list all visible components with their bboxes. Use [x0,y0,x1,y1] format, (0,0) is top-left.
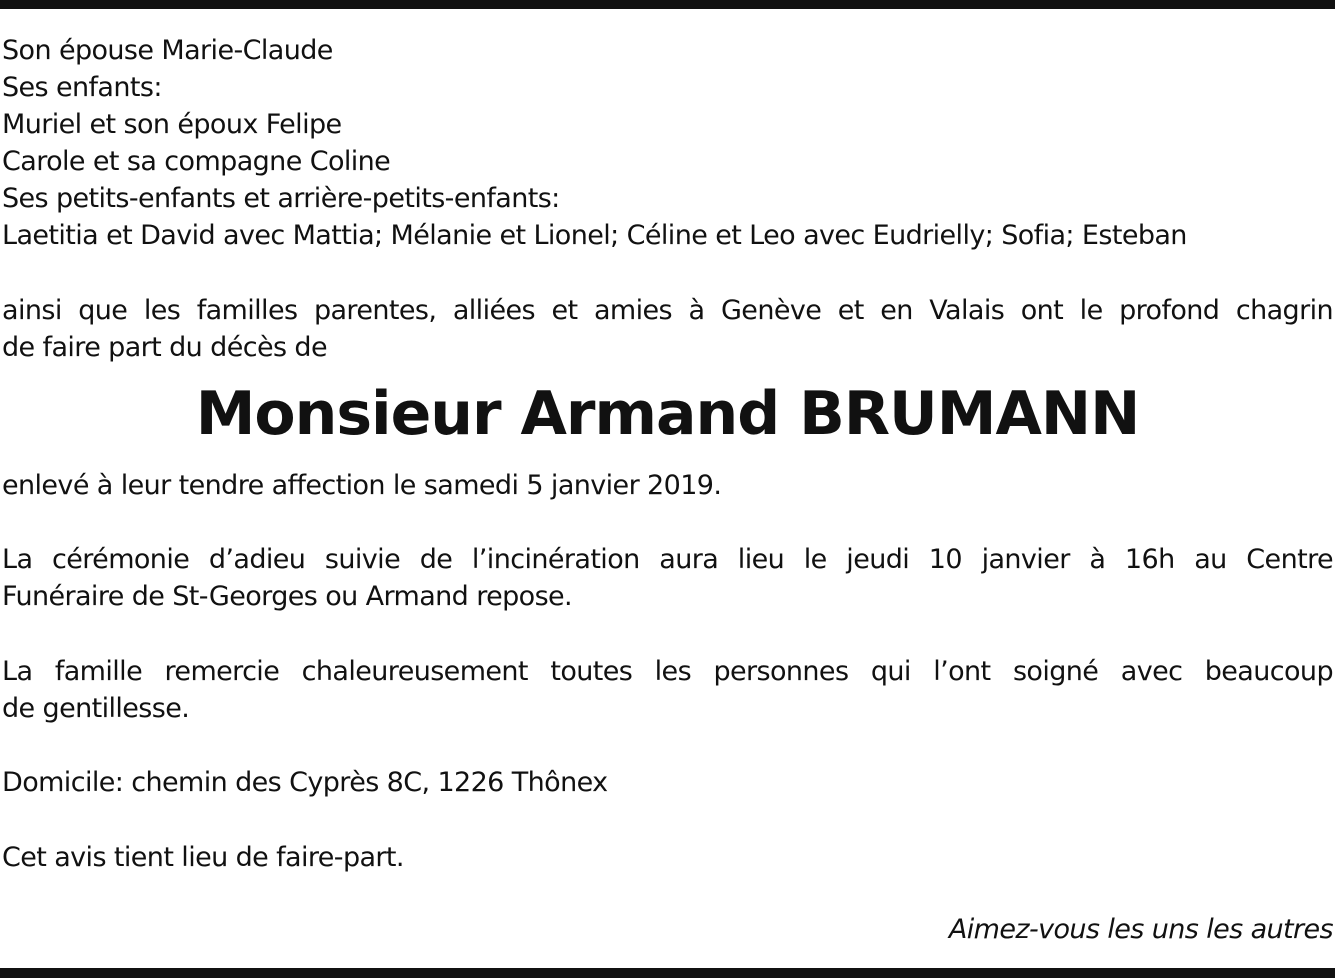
family-line-child-1: Muriel et son époux Felipe [2,109,342,140]
domicile-line: Domicile: chemin des Cyprès 8C, 1226 Thônex [2,767,608,798]
bottom-rule [0,968,1335,978]
ceremony-line-1: La cérémonie d’adieu suivie de l’incinération aura lieu le jeudi 10 janvier à 16h au Centre [2,544,1333,575]
family-line-children-heading: Ses enfants: [2,72,162,103]
thanks-line-2: de gentillesse. [2,693,190,724]
family-line-grandchildren-heading: Ses petits-enfants et arrière-petits-enfants: [2,183,560,214]
thanks-line-1: La famille remercie chaleureusement toutes les personnes qui l’ont soigné avec beaucoup [2,656,1333,687]
announcement-line-2: de faire part du décès de [2,332,327,363]
notice-line: Cet avis tient lieu de faire-part. [2,842,404,873]
family-line-grandchildren: Laetitia et David avec Mattia; Mélanie et Lionel; Céline et Leo avec Eudrielly; Sofia; Esteban [2,220,1187,251]
ceremony-line-2: Funéraire de St-Georges ou Armand repose. [2,581,573,612]
announcement-line-1: ainsi que les familles parentes, alliées et amies à Genève et en Valais ont le profond chagrin [2,295,1333,326]
family-line-spouse: Son épouse Marie-Claude [2,35,333,66]
death-date-line: enlevé à leur tendre affection le samedi 5 janvier 2019. [2,470,722,501]
top-rule [0,0,1335,9]
family-line-child-2: Carole et sa compagne Coline [2,146,391,177]
motto: Aimez-vous les uns les autres [948,914,1333,945]
deceased-name: Monsieur Armand BRUMANN [195,379,1140,449]
